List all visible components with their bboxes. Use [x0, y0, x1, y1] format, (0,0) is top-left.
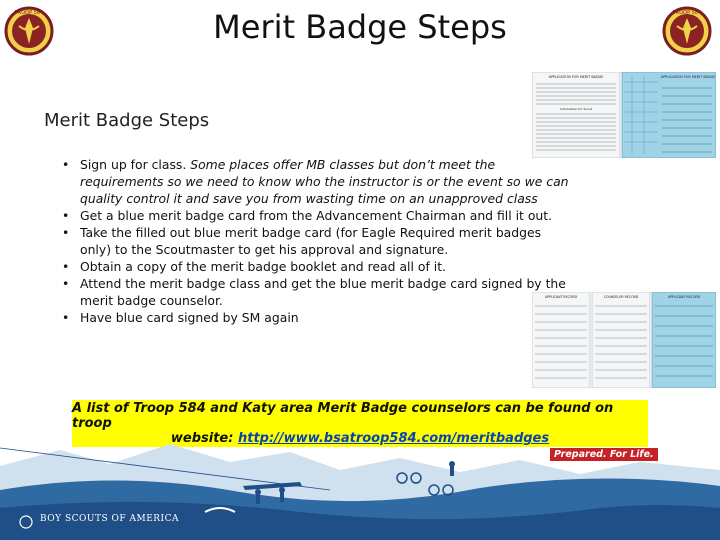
bsa-wordmark: BOY SCOUTS OF AMERICA — [40, 514, 179, 524]
meritbadges-link[interactable]: http://www.bsatroop584.com/meritbadges — [237, 431, 550, 446]
step-text: Take the filled out blue merit badge card (for Eagle Required merit badges only) to the Scoutmaster to get his approval and signature. — [80, 225, 542, 257]
steps-list — [60, 156, 572, 326]
troop-emblem-right — [662, 4, 712, 64]
step-item — [60, 275, 572, 309]
step-note: Some places offer MB classes but don’t meet the requirements so we need to know who the instructor is or the event so we can quality control it and save you from wasting time on an unapproved class — [80, 157, 569, 206]
emblem-text: TROOP 584 — [14, 10, 44, 16]
step-item — [60, 156, 572, 207]
card-right-title: APPLICATION FOR MERIT BADGE — [660, 75, 716, 79]
emblem-text: TROOP 584 — [672, 10, 702, 16]
troop-emblem-left — [4, 4, 54, 64]
note-prefix: website: — [170, 431, 238, 446]
slide-title: Merit Badge Steps — [213, 8, 507, 46]
step-item — [60, 207, 572, 224]
card-back-right-title: APPLICANT RECORD — [667, 295, 701, 299]
card-back-mid-title: COUNSELOR RECORD — [603, 295, 639, 299]
slide-subtitle: Merit Badge Steps — [44, 110, 210, 131]
step-text: Sign up for class. — [80, 157, 191, 172]
card-mid-heading: Information for Scout — [560, 107, 592, 111]
card-back-left-title: APPLICANT RECORD — [544, 295, 578, 299]
step-item — [60, 224, 572, 258]
step-text: Obtain a copy of the merit badge booklet and read all of it. — [80, 259, 446, 274]
step-item — [60, 258, 572, 275]
motto-badge: Prepared. For Life. — [550, 448, 658, 461]
step-item — [60, 309, 572, 326]
step-text: Get a blue merit badge card from the Advancement Chairman and fill it out. — [80, 208, 553, 223]
note-line-1: A list of Troop 584 and Katy area Merit Badge counselors can be found on troop — [72, 401, 614, 431]
blue-card-front-image — [532, 72, 716, 158]
card-left-title: APPLICATION FOR MERIT BADGE — [548, 75, 604, 79]
step-text: Have blue card signed by SM again — [80, 310, 299, 325]
step-text: Attend the merit badge class and get the blue merit badge card signed by the merit badge counselor. — [80, 276, 566, 308]
